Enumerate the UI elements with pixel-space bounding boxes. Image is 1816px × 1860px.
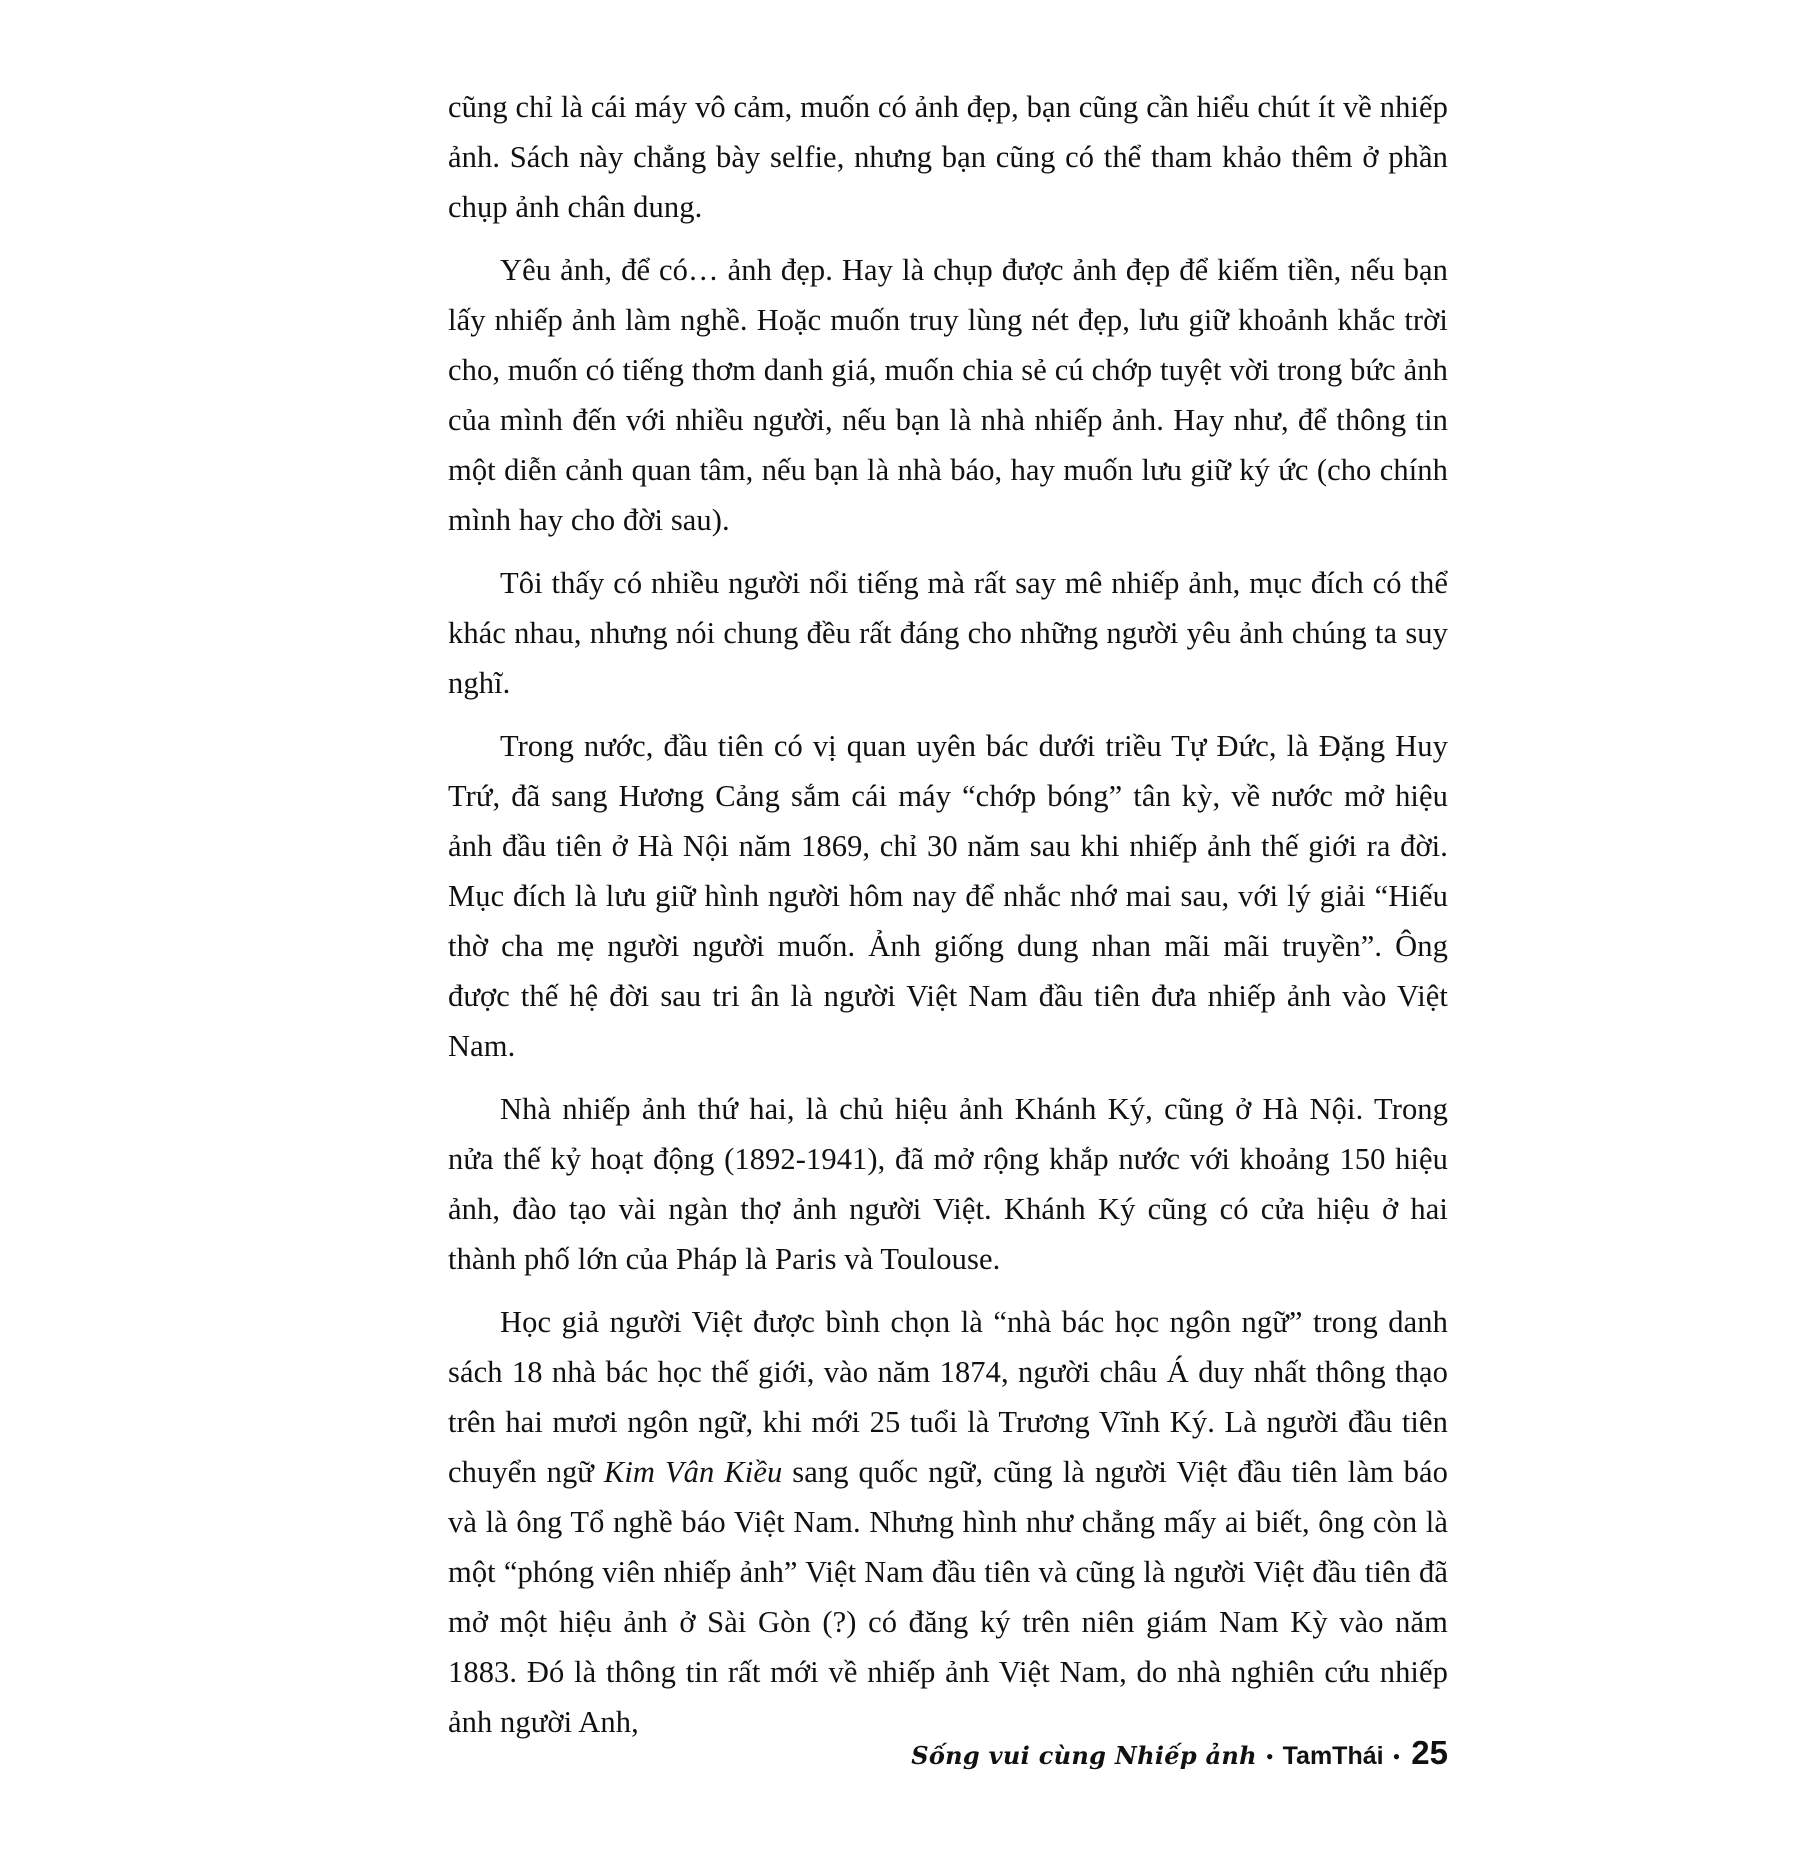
paragraph-6-title-italic: Kim Vân Kiều	[603, 1455, 783, 1490]
paragraph-1: cũng chỉ là cái máy vô cảm, muốn có ảnh đẹp, bạn cũng cần hiểu chút ít về nhiếp ảnh. Sách này chẳng bày selfie, nhưng bạn cũng có thể tham khảo thêm ở phần chụp ảnh chân dung.	[448, 90, 1448, 225]
paragraph-3: Tôi thấy có nhiều người nổi tiếng mà rất say mê nhiếp ảnh, mục đích có thể khác nhau, nhưng nói chung đều rất đáng cho những người yêu ảnh chúng ta suy nghĩ.	[448, 566, 1448, 701]
paragraph-5: Nhà nhiếp ảnh thứ hai, là chủ hiệu ảnh Khánh Ký, cũng ở Hà Nội. Trong nửa thế kỷ hoạt động (1892-1941), đã mở rộng khắp nước với khoảng 150 hiệu ảnh, đào tạo vài ngàn thợ ảnh người Việt. Khánh Ký cũng có cửa hiệu ở hai thành phố lớn của Pháp là Paris và Toulouse.	[448, 1092, 1448, 1277]
footer-separator-2: •	[1392, 1744, 1401, 1769]
paragraph-6-part-1: Học giả người Việt được bình chọn là “nhà bác học ngôn ngữ” trong danh sách 18 nhà bác học thế giới, vào năm 1874, người châu Á duy nhất thông thạo trên hai mươi ngôn ngữ, khi mới 25 tuổi là Trương Vĩnh Ký. Là người đầu tiên chuyển ngữ	[448, 1305, 1448, 1490]
paragraph-6-part-2: sang quốc ngữ, cũng là người Việt đầu tiên làm báo và là ông Tổ nghề báo Việt Nam. Nhưng hình như chẳng mấy ai biết, ông còn là một “phóng viên nhiếp ảnh” Việt Nam đầu tiên và cũng là người Việt đầu tiên đã mở một hiệu ảnh ở Sài Gòn (?) có đăng ký trên niên giám Nam Kỳ vào năm 1883. Đó là thông tin rất mới về nhiếp ảnh Việt Nam, do nhà nghiên cứu nhiếp ảnh người Anh,	[448, 1455, 1448, 1740]
paragraph-2: Yêu ảnh, để có… ảnh đẹp. Hay là chụp được ảnh đẹp để kiếm tiền, nếu bạn lấy nhiếp ảnh làm nghề. Hoặc muốn truy lùng nét đẹp, lưu giữ khoảnh khắc trời cho, muốn có tiếng thơm danh giá, muốn chia sẻ cú chớp tuyệt vời trong bức ảnh của mình đến với nhiều người, nếu bạn là nhà nhiếp ảnh. Hay như, để thông tin một diễn cảnh quan tâm, nếu bạn là nhà báo, hay muốn lưu giữ ký ức (cho chính mình hay cho đời sau).	[448, 253, 1448, 538]
footer-author: TamThái	[1282, 1742, 1384, 1770]
page-text-body	[448, 82, 1448, 1748]
paragraph-4: Trong nước, đầu tiên có vị quan uyên bác dưới triều Tự Đức, là Đặng Huy Trứ, đã sang Hương Cảng sắm cái máy “chớp bóng” tân kỳ, về nước mở hiệu ảnh đầu tiên ở Hà Nội năm 1869, chỉ 30 năm sau khi nhiếp ảnh thế giới ra đời. Mục đích là lưu giữ hình người hôm nay để nhắc nhớ mai sau, với lý giải “Hiếu thờ cha mẹ người người muốn. Ảnh giống dung nhan mãi mãi truyền”. Ông được thế hệ đời sau tri ân là người Việt Nam đầu tiên đưa nhiếp ảnh vào Việt Nam.	[448, 729, 1448, 1064]
footer-separator-1: •	[1265, 1744, 1274, 1769]
footer-page-number: 25	[1411, 1734, 1448, 1771]
page-footer	[911, 1734, 1448, 1772]
footer-book-title: Sống vui cùng Nhiếp ảnh	[911, 1741, 1257, 1770]
paragraph-6	[448, 1297, 1448, 1747]
